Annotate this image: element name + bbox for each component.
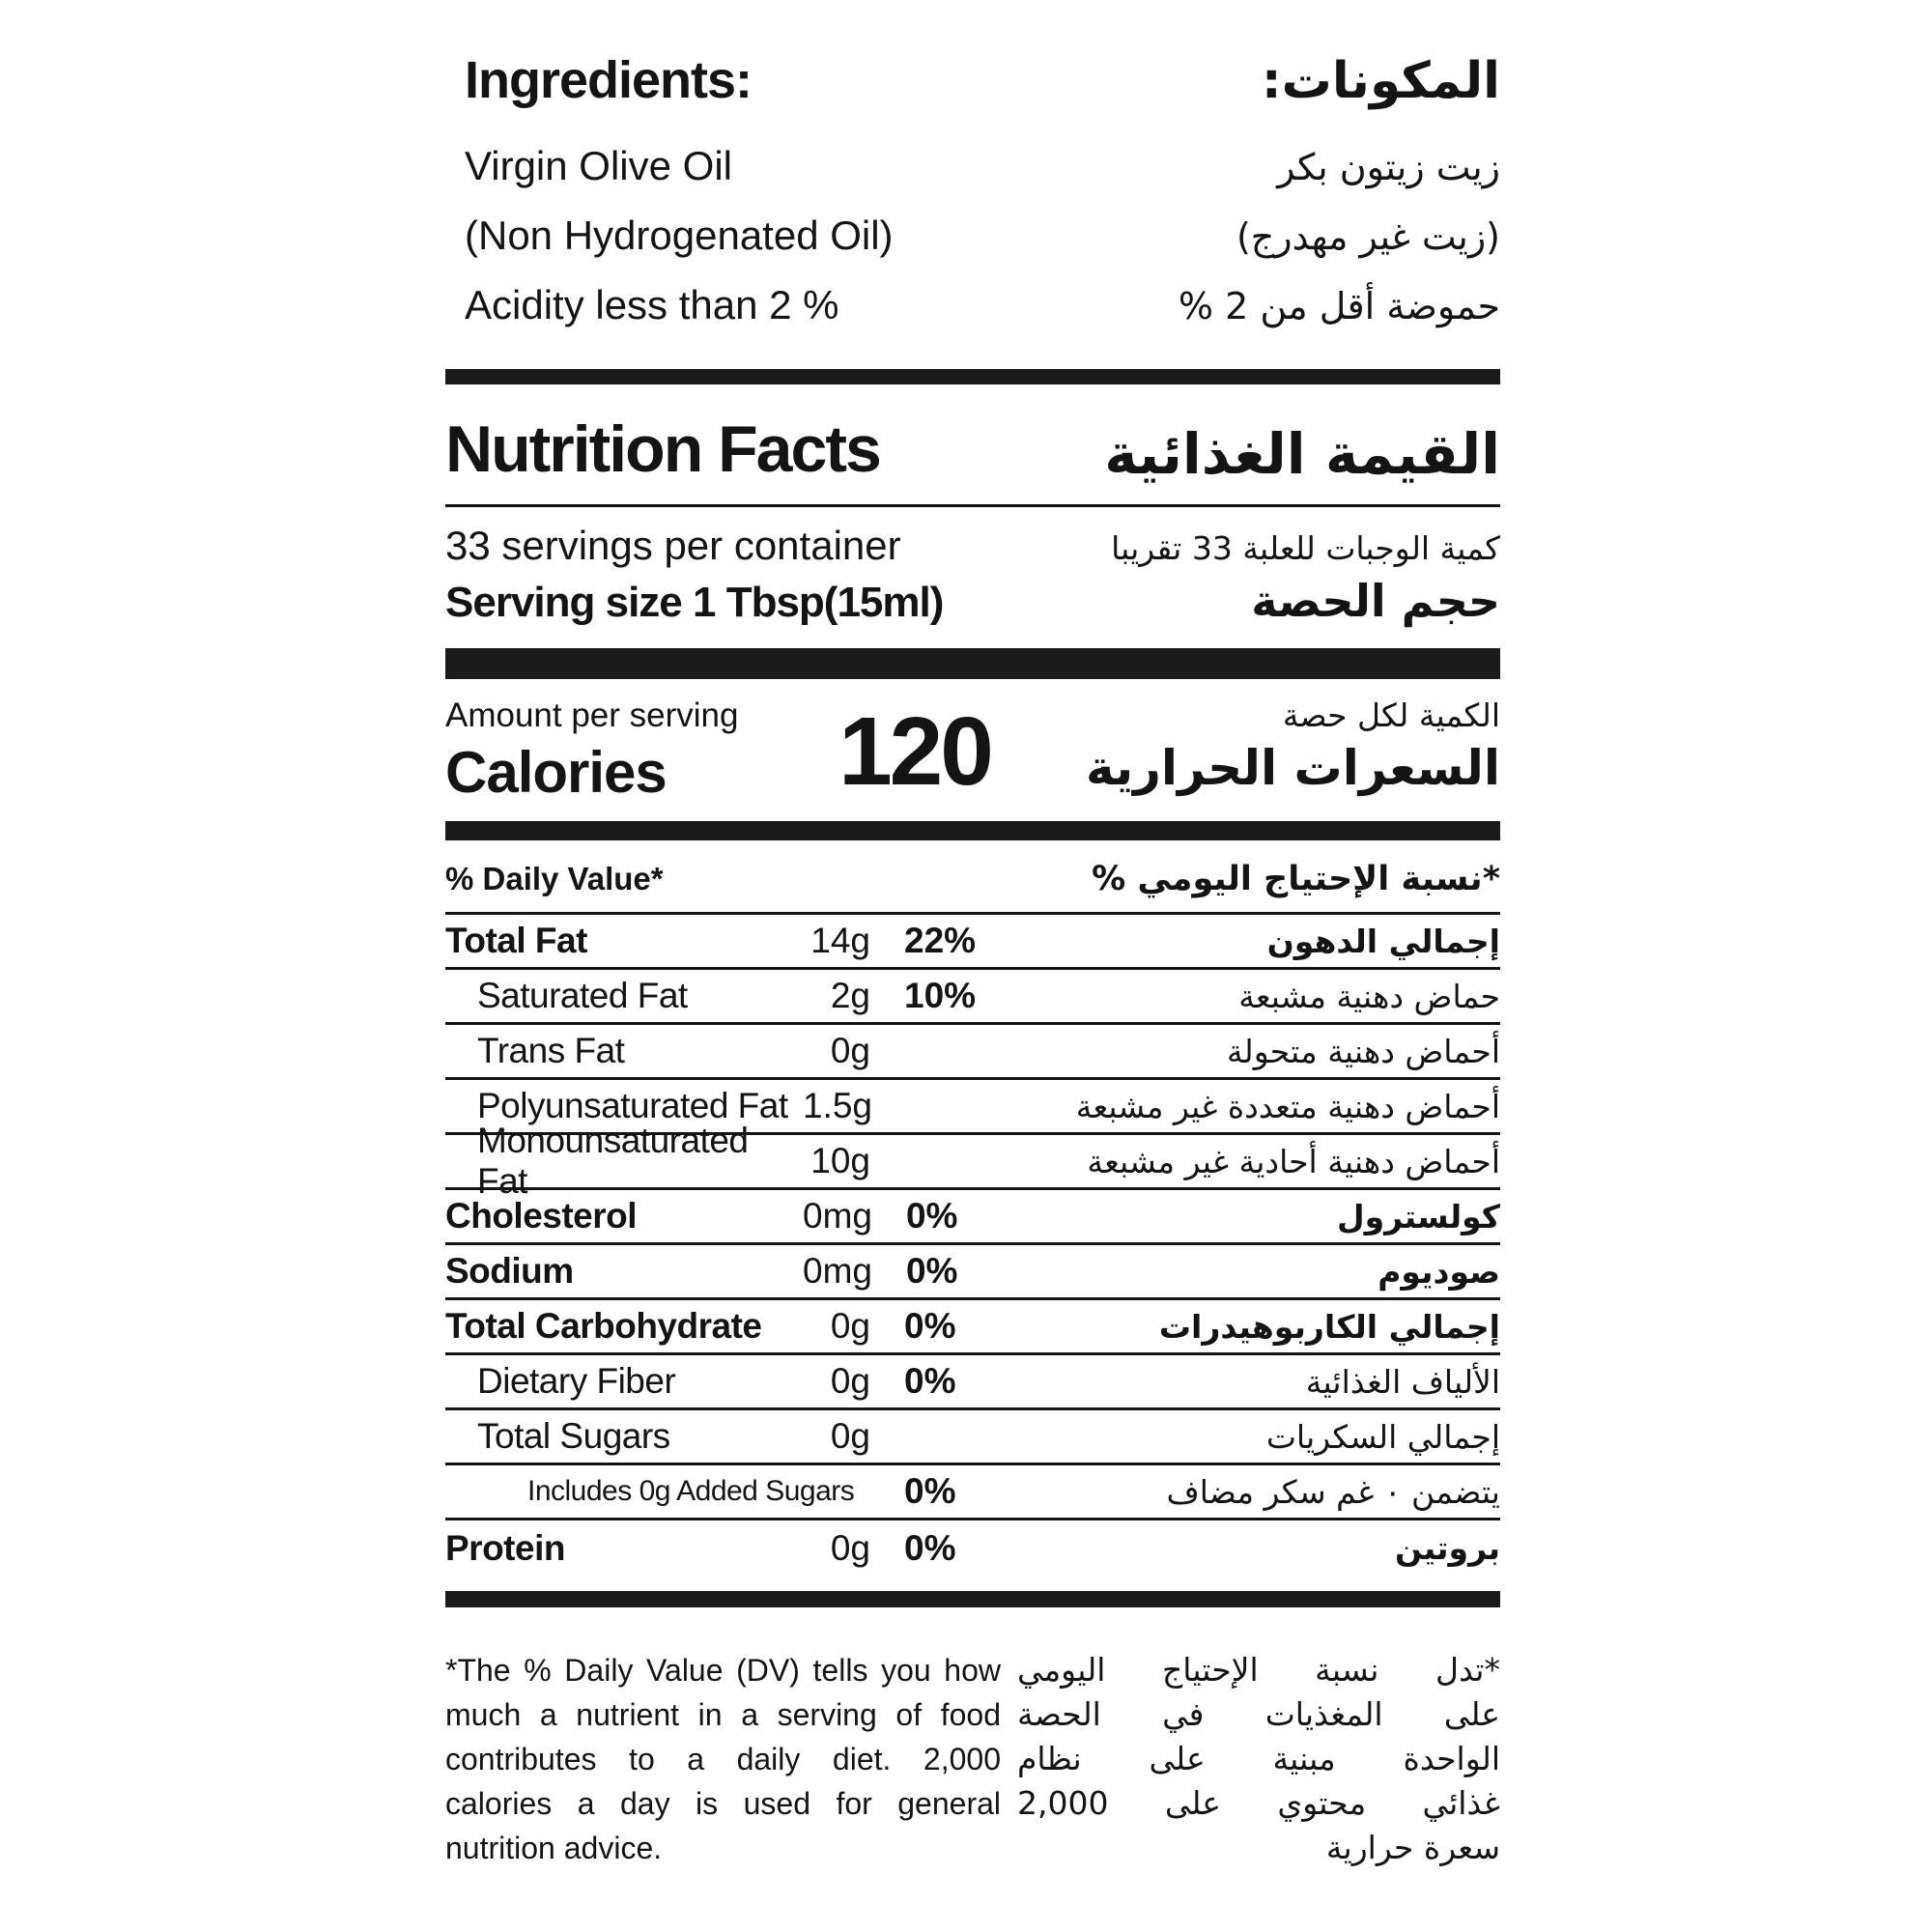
nutrient-name-en: Dietary Fiber — [477, 1361, 676, 1401]
nutrient-name-en: Includes 0g Added Sugars — [527, 1475, 855, 1507]
nutrient-daily-value: 0% — [905, 1251, 958, 1291]
nutrient-name-ar: كولسترول — [1337, 1197, 1500, 1236]
nutrient-daily-value: 0% — [904, 1527, 956, 1568]
nutrient-name-ar: حماض دهنية مشبعة — [1238, 977, 1500, 1015]
footnote-en — [445, 1648, 1001, 1870]
calories-value: 120 — [838, 697, 991, 806]
nutrient-amount: 0mg — [803, 1251, 872, 1291]
ingredient-text-en: Virgin Olive Oil — [465, 143, 732, 188]
calories-left-column — [445, 696, 793, 808]
table-row-total-fat — [445, 915, 1500, 970]
footnote-ar — [1017, 1648, 1500, 1870]
footnote-ar-line: الواحدة مبنية على نظام — [1017, 1740, 1500, 1777]
daily-value-header-ar: *نسبة الإحتياج اليومي % — [1092, 860, 1500, 898]
ingredient-row — [445, 282, 1500, 352]
nutrient-name-ar: إجمالي الكاربوهيدرات — [1158, 1307, 1500, 1346]
table-row-dietary-fiber — [445, 1355, 1500, 1410]
footnote-en-line: calories a day is used for general — [445, 1786, 1001, 1821]
servings-text-en: 33 servings per container — [445, 523, 901, 568]
nutrient-amount: 0mg — [803, 1196, 872, 1236]
table-row-monounsaturated-fat — [445, 1121, 1500, 1201]
nutrient-name-en: Saturated Fat — [477, 976, 688, 1015]
nutrient-name-ar: أحماض دهنية متعددة غير مشبعة — [1075, 1087, 1500, 1125]
nutrient-name-ar: صوديوم — [1378, 1252, 1500, 1291]
nutrient-daily-value: 0% — [904, 1306, 956, 1346]
table-row-total-sugars — [445, 1410, 1500, 1465]
ingredients-list — [445, 143, 1500, 352]
section-divider-bar — [445, 369, 1500, 384]
nutrient-name-en: Cholesterol — [445, 1196, 638, 1236]
serving-size-text-ar: حجم الحصة — [1251, 575, 1500, 627]
nutrient-amount: 2g — [830, 976, 870, 1015]
table-row-trans-fat — [445, 1025, 1500, 1080]
nutrition-facts-title-row — [445, 384, 1500, 507]
nutrient-name-en: Protein — [445, 1527, 565, 1568]
footnote-en-line: *The % Daily Value (DV) tells you how — [445, 1653, 1001, 1688]
nutrient-daily-value: 10% — [904, 976, 977, 1015]
nutrient-name-en: Monounsaturated Fat — [477, 1121, 749, 1201]
nutrient-amount: 0g — [830, 1031, 870, 1070]
amount-per-serving-en: Amount per serving — [445, 696, 739, 734]
nutrition-facts-title-ar: القيمة الغذائية — [1104, 421, 1500, 487]
ingredient-row — [445, 213, 1500, 282]
ingredients-heading-ar: المكونات: — [1261, 52, 1500, 110]
nutrient-daily-value: 0% — [904, 1361, 956, 1401]
daily-value-header-row — [445, 840, 1500, 915]
ingredient-text-ar: زيت زيتون بكر — [1277, 146, 1500, 188]
table-row-protein — [445, 1520, 1500, 1576]
ingredients-heading-en: Ingredients: — [465, 51, 753, 109]
servings-row — [445, 523, 1500, 569]
nutrient-name-ar: الألياف الغذائية — [1305, 1362, 1500, 1401]
daily-value-header-en: % Daily Value* — [445, 861, 664, 896]
calories-right-column — [1037, 696, 1500, 808]
nutrient-name-ar: بروتين — [1395, 1529, 1500, 1567]
nutrient-name-en: Sodium — [445, 1251, 574, 1291]
calories-label-ar: السعرات الحرارية — [1086, 740, 1500, 796]
serving-size-row — [445, 575, 1500, 627]
nutrient-name-ar: أحماض دهنية متحولة — [1226, 1032, 1500, 1070]
table-row-added-sugars — [445, 1465, 1500, 1520]
section-divider-bar — [445, 1591, 1500, 1607]
nutrient-amount: 1.5g — [803, 1086, 873, 1125]
footnote-ar-line: على المغذيات في الحصة — [1017, 1695, 1500, 1733]
nutrient-name-ar: أحماض دهنية أحادية غير مشبعة — [1087, 1142, 1500, 1180]
nutrient-name-ar: إجمالي السكريات — [1265, 1417, 1500, 1456]
nutrient-daily-value: 22% — [904, 921, 977, 960]
ingredient-text-ar: (زيت غير مهدرج) — [1236, 215, 1500, 258]
ingredient-text-ar: حموضة أقل من 2 % — [1178, 285, 1500, 327]
nutrition-label — [445, 39, 1500, 1870]
servings-text-ar: كمية الوجبات للعلبة 33 تقريبا — [1111, 529, 1500, 567]
nutrient-name-ar: يتضمن ٠ غم سكر مضاف — [1166, 1472, 1500, 1511]
footnote-ar-line: سعرة حرارية — [1325, 1829, 1500, 1866]
nutrient-daily-value: 0% — [905, 1196, 958, 1236]
section-divider-bar — [445, 648, 1500, 679]
nutrient-amount: 0g — [830, 1361, 870, 1401]
serving-size-text-en: Serving size 1 Tbsp(15ml) — [445, 579, 944, 626]
calories-section — [445, 679, 1500, 821]
nutrient-name-en: Polyunsaturated Fat — [477, 1086, 788, 1125]
ingredients-heading-row — [445, 50, 1500, 110]
nutrient-amount: 0g — [830, 1416, 870, 1456]
nutrition-facts-title-en: Nutrition Facts — [445, 412, 880, 486]
nutrient-name-ar: إجمالي الدهون — [1266, 922, 1500, 960]
table-row-saturated-fat — [445, 970, 1500, 1025]
nutrient-name-en: Total Sugars — [477, 1416, 670, 1456]
footnote-ar-line: غذائي محتوي على 2,000 — [1017, 1784, 1500, 1822]
table-row-total-carbohydrate — [445, 1300, 1500, 1355]
nutrient-amount: 14g — [810, 921, 870, 960]
ingredient-row — [445, 143, 1500, 213]
nutrient-amount: 0g — [830, 1527, 870, 1568]
nutrient-name-en: Trans Fat — [477, 1031, 625, 1070]
table-row-cholesterol — [445, 1190, 1500, 1245]
nutrient-name-en: Total Carbohydrate — [445, 1306, 762, 1346]
nutrient-amount: 0g — [830, 1306, 870, 1346]
nutrient-daily-value: 0% — [904, 1471, 956, 1511]
amount-per-serving-ar: الكمية لكل حصة — [1282, 696, 1500, 734]
ingredient-text-en: Acidity less than 2 % — [465, 282, 839, 327]
footnote-en-line: contributes to a daily diet. 2,000 — [445, 1742, 1001, 1776]
footnote-section — [445, 1648, 1500, 1870]
ingredient-text-en: (Non Hydrogenated Oil) — [465, 213, 894, 258]
section-divider-bar — [445, 821, 1500, 840]
nutrient-name-en: Total Fat — [445, 921, 587, 960]
footnote-ar-line: *تدل نسبة الإحتياج اليومي — [1017, 1651, 1500, 1689]
nutrient-table — [445, 915, 1500, 1576]
footnote-en-line: nutrition advice. — [445, 1831, 663, 1865]
footnote-en-line: much a nutrient in a serving of food — [445, 1697, 1001, 1732]
calories-label-en: Calories — [445, 740, 667, 805]
nutrient-amount: 10g — [810, 1141, 870, 1180]
table-row-sodium — [445, 1245, 1500, 1300]
